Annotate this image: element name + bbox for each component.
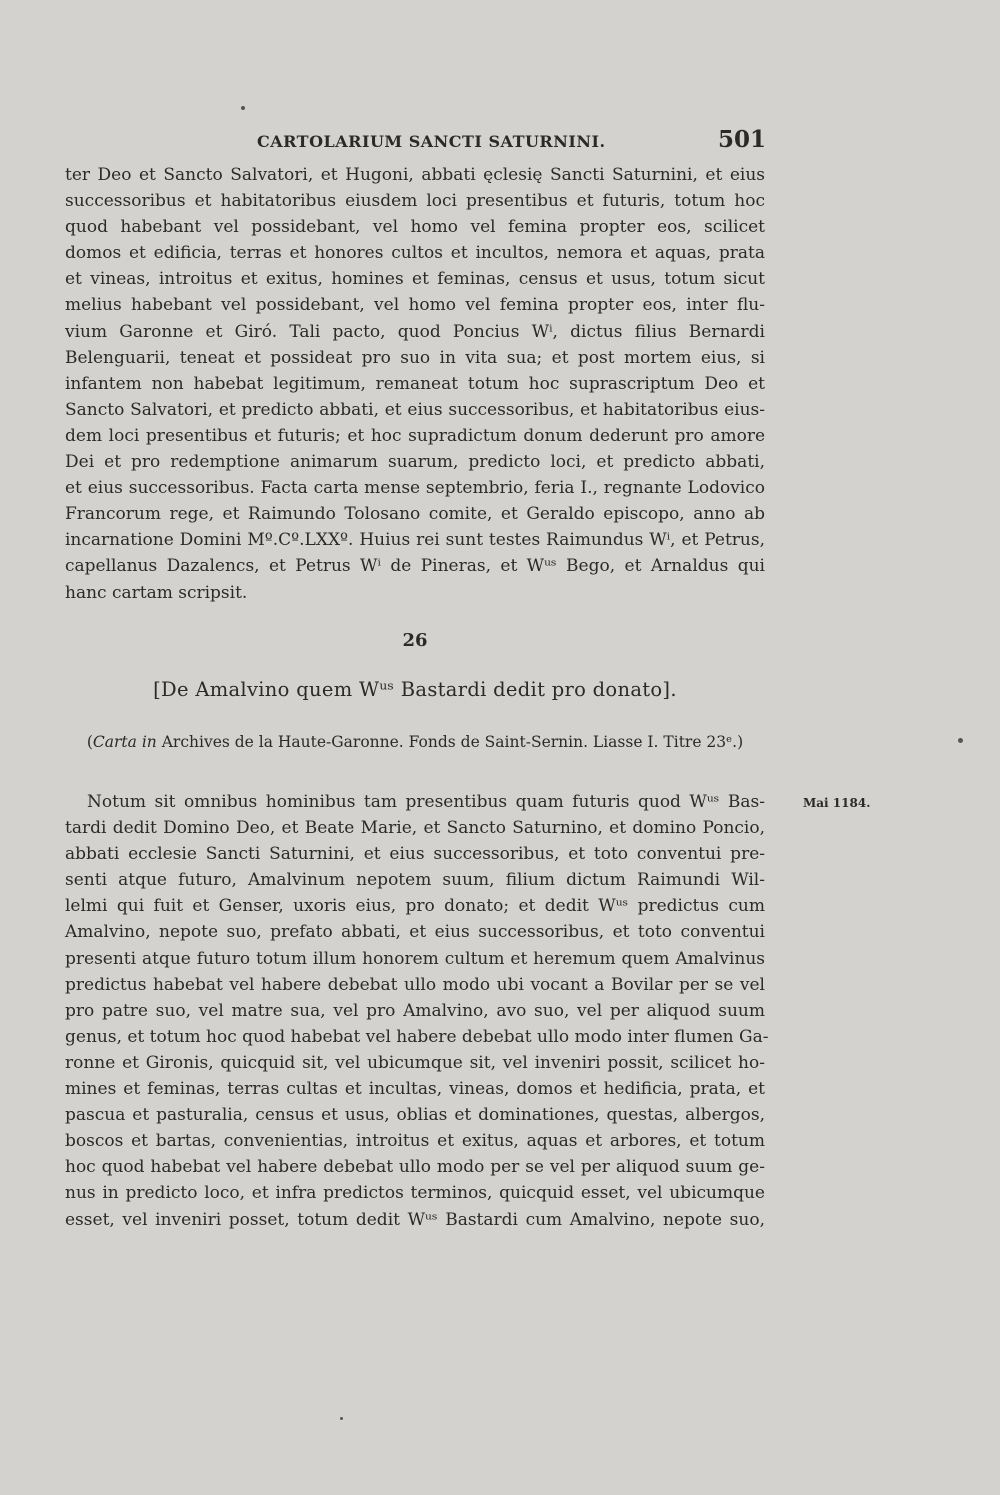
margin-date: Mai 1184.	[803, 796, 871, 810]
text-line: presenti atque futuro totum illum honorem cultum et heremum quem Amalvinus	[65, 948, 765, 969]
text-line: predictus habebat vel habere debebat ullo modo ubi vocant a Bovilar per se vel	[65, 974, 765, 995]
text-line: hoc quod habebat vel habere debebat ullo modo per se vel per aliquod suum ge-	[65, 1157, 765, 1178]
text-line: Francorum rege, et Raimundo Tolosano comite, et Geraldo episcopo, anno ab	[65, 504, 765, 525]
source-italic-carta: Carta	[92, 733, 137, 751]
charter-number: 26	[402, 630, 428, 651]
text-line: hanc cartam scripsit.	[65, 582, 248, 603]
text-line: incarnatione Domini Mº.Cº.LXXº. Huius rei sunt testes Raimundus Wⁱ, et Petrus,	[65, 530, 765, 551]
charter-26-text	[65, 789, 769, 1233]
charter-title: [De Amalvino quem Wᵘˢ Bastardi dedit pro donato].	[153, 678, 677, 701]
paper-speck	[958, 738, 963, 743]
source-italic-in: in	[141, 733, 157, 751]
text-line: abbati ecclesie Sancti Saturnini, et eius successoribus, et toto conventui pre-	[65, 844, 765, 865]
charter-25-text	[65, 162, 765, 606]
text-line: dem loci presentibus et futuris; et hoc supradictum donum dederunt pro amore	[65, 425, 765, 446]
text-line: vium Garonne et Giró. Tali pacto, quod Poncius Wⁱ, dictus filius Bernardi	[65, 321, 765, 342]
text-line: tardi dedit Domino Deo, et Beate Marie, et Sancto Saturnino, et domino Poncio,	[65, 818, 765, 839]
paper-speck	[340, 1417, 343, 1420]
text-line: Amalvino, nepote suo, prefato abbati, et eius successoribus, et toto conventui	[65, 922, 765, 943]
source-archive: Archives de la Haute-Garonne. Fonds de Saint-Sernin. Liasse I. Titre 23ᵉ.	[161, 733, 738, 751]
text-line: domos et edificia, terras et honores cultos et incultos, nemora et aquas, prata	[65, 243, 765, 264]
text-line: Belenguarii, teneat et possideat pro suo in vita sua; et post mortem eius, si	[65, 347, 765, 368]
text-line: infantem non habebat legitimum, remaneat totum hoc suprascriptum Deo et	[65, 373, 765, 394]
text-line: ronne et Gironis, quicquid sit, vel ubicumque sit, vel inveniri possit, scilicet ho-	[65, 1052, 765, 1073]
text-line: et eius successoribus. Facta carta mense septembrio, feria I., regnante Lodovico	[65, 478, 765, 499]
text-line: lelmi qui fuit et Genser, uxoris eius, pro donato; et dedit Wᵘˢ predictus cum	[65, 896, 765, 917]
text-line: mines et feminas, terras cultas et incultas, vineas, domos et hedificia, prata, et	[65, 1079, 765, 1100]
running-title: CARTOLARIUM SANCTI SATURNINI.	[257, 132, 606, 151]
text-line: capellanus Dazalencs, et Petrus Wⁱ de Pineras, et Wᵘˢ Bego, et Arnaldus qui	[65, 556, 765, 577]
text-line: nus in predicto loco, et infra predictos terminos, quicquid esset, vel ubicumque	[65, 1183, 765, 1204]
text-line: pro patre suo, vel matre sua, vel pro Amalvino, avo suo, vel per aliquod suum	[65, 1000, 765, 1021]
text-line: genus, et totum hoc quod habebat vel habere debebat ullo modo inter flumen Ga-	[65, 1026, 769, 1047]
page-number: 501	[717, 126, 766, 153]
text-line: pascua et pasturalia, census et usus, oblias et dominationes, questas, albergos,	[65, 1105, 765, 1126]
paper-speck	[241, 106, 245, 110]
text-line: successoribus et habitatoribus eiusdem loci presentibus et futuris, totum hoc	[65, 191, 765, 212]
text-line: boscos et bartas, convenientias, introitus et exitus, aquas et arbores, et totum	[65, 1131, 765, 1152]
text-line: ter Deo et Sancto Salvatori, et Hugoni, abbati ęclesię Sancti Saturnini, et eius	[65, 165, 765, 185]
text-line: et vineas, introitus et exitus, homines et feminas, census et usus, totum sicut	[65, 269, 765, 290]
running-head	[65, 126, 765, 154]
text-line: Sancto Salvatori, et predicto abbati, et eius successoribus, et habitatoribus eius-	[65, 399, 765, 420]
text-line: Dei et pro redemptione animarum suarum, predicto loci, et predicto abbati,	[65, 452, 765, 473]
text-line: esset, vel inveniri posset, totum dedit Wᵘˢ Bastardi cum Amalvino, nepote suo,	[65, 1209, 765, 1230]
text-line: senti atque futuro, Amalvinum nepotem suum, filium dictum Raimundi Wil-	[65, 870, 765, 891]
source-note: (Carta in Archives de la Haute-Garonne. Fonds de Saint-Sernin. Liasse I. Titre 23ᵉ.)	[86, 733, 744, 751]
text-line: Notum sit omnibus hominibus tam presentibus quam futuris quod Wᵘˢ Bas-	[87, 792, 765, 812]
text-line: melius habebant vel possidebant, vel homo vel femina propter eos, inter flu-	[65, 295, 765, 316]
text-line: quod habebant vel possidebant, vel homo vel femina propter eos, scilicet	[65, 217, 765, 238]
